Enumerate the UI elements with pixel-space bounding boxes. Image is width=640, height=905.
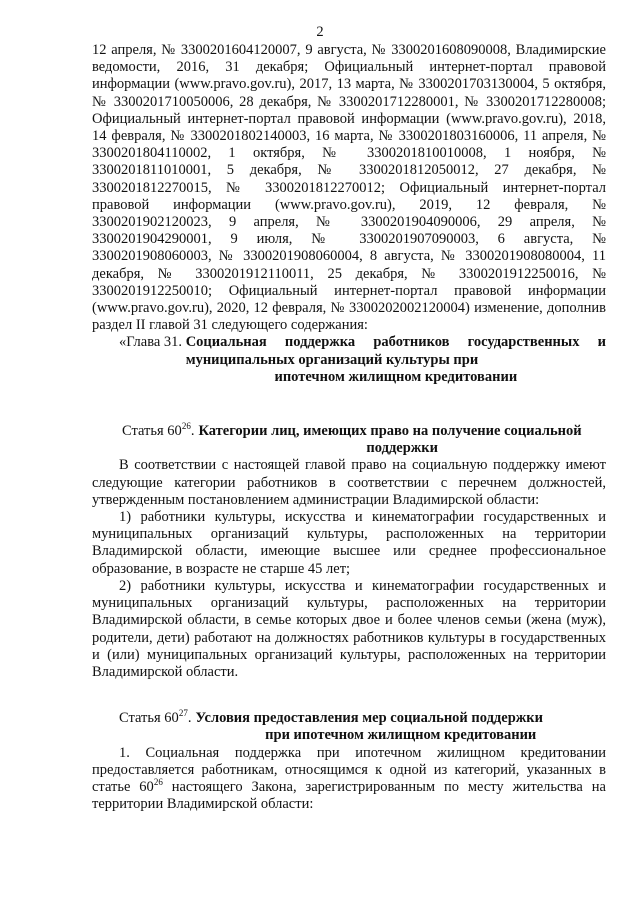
document-body	[92, 42, 606, 813]
article-60-26-item-1: 1) работники культуры, искусства и кинематографии государственных и муниципальных организаций культуры, расположенных на территории Владимирской области, имеющие высшее или среднее профессиональное образование, в возрасте не старше 45 лет;	[92, 509, 606, 577]
article-60-27-title-line1: Условия предоставления мер социальной поддержки	[195, 710, 543, 727]
article-60-27-heading	[92, 710, 606, 744]
chapter-prefix: «Глава 31.	[119, 334, 186, 351]
chapter-heading	[92, 334, 606, 386]
article-60-27-title-line2: при ипотечном жилищном кредитовании	[265, 727, 537, 744]
article-60-26-heading	[92, 423, 606, 457]
article-label-sup: 27	[178, 708, 188, 719]
chapter-title-line1: Социальная поддержка работников государственных и муниципальных организаций культуры при	[185, 334, 606, 368]
article-60-27-label: Статья $60^{27}$.	[119, 708, 192, 727]
article-60-26-item-2: 2) работники культуры, искусства и кинематографии государственных и муниципальных организаций культуры, расположенных на территории Владимирской области, в семье которых двое и более членов семьи (жена (муж), родители, дети) работают на должностях работников культуры в государственных и (или) муниципальных организаций культуры, расположенных на территории Владимирской области.	[92, 577, 606, 680]
article-label-text: Статья 60	[119, 710, 179, 727]
chapter-title	[186, 334, 606, 386]
article-60-26-title	[194, 423, 606, 457]
intro-paragraph: 12 апреля, № 3300201604120007, 9 августа, № 3300201608090008, Владимирские ведомости, 2016, 31 декабря; Официальный интернет-портал правовой информации (www.pravo.gov.ru), 2017, 13 марта, № 3300201703130004, 5 октября, № 3300201710050006, 28 декабря, № 3300201712280001, № 3300201712280008; Официальный интернет-портал правовой информации (www.pravo.gov.ru), 2018, 14 февраля, № 3300201802140003, 16 марта, № 3300201803160006, 11 апреля, № 3300201804110002, 1 октября, № 3300201810010008, 1 ноября, № 3300201811010001, 5 декабря, № 3300201812050012, 27 декабря, № 3300201812270015, № 3300201812270012; Официальный интернет-портал правовой информации (www.pravo.gov.ru), 2019, 12 февраля, № 3300201902120023, 9 апреля, № 3300201904090006, 29 апреля, № 3300201904290001, 9 июля, № 3300201907090003, 6 августа, № 3300201908060003, № 3300201908060004, 8 августа, № 3300201908080004, 11 декабря, № 3300201912110011, 25 декабря, № 3300201912250016, № 3300201912250010; Официальный интернет-портал правовой информации (www.pravo.gov.ru), 2020, 12 февраля, № 3300202002120004) изменение, дополнив раздел II главой 31 следующего содержания:	[92, 42, 606, 334]
article-60-26-paragraph-1: В соответствии с настоящей главой право на социальную поддержку имеют следующие категории работников в соответствии с перечнем должностей, утвержденным постановлением администрации Владимирской области:	[92, 457, 606, 508]
page-number: 2	[316, 24, 324, 40]
chapter-title-line2: ипотечном жилищном кредитовании	[274, 368, 518, 385]
article-label-text: Статья 60	[122, 423, 182, 440]
article-60-26-title-line1: Категории лиц, имеющих право на получение социальной	[198, 423, 582, 440]
article-60-26-label: Статья $60^{26}$.	[122, 421, 195, 440]
p1-sup: 26	[153, 776, 163, 787]
p1-before: 1. Социальная поддержка при ипотечном жилищном кредитовании предоставляется работникам, относящимся к одной из категорий, указанных в статье 60	[92, 744, 606, 795]
article-60-26-title-line2: поддержки	[366, 440, 439, 457]
article-label-sup: 26	[181, 421, 191, 432]
article-60-27-title	[191, 710, 606, 744]
p1-after: настоящего Закона, зарегистрированным по месту жительства на территории Владимирской области:	[92, 778, 606, 813]
article-60-27-paragraph-1	[92, 745, 606, 814]
